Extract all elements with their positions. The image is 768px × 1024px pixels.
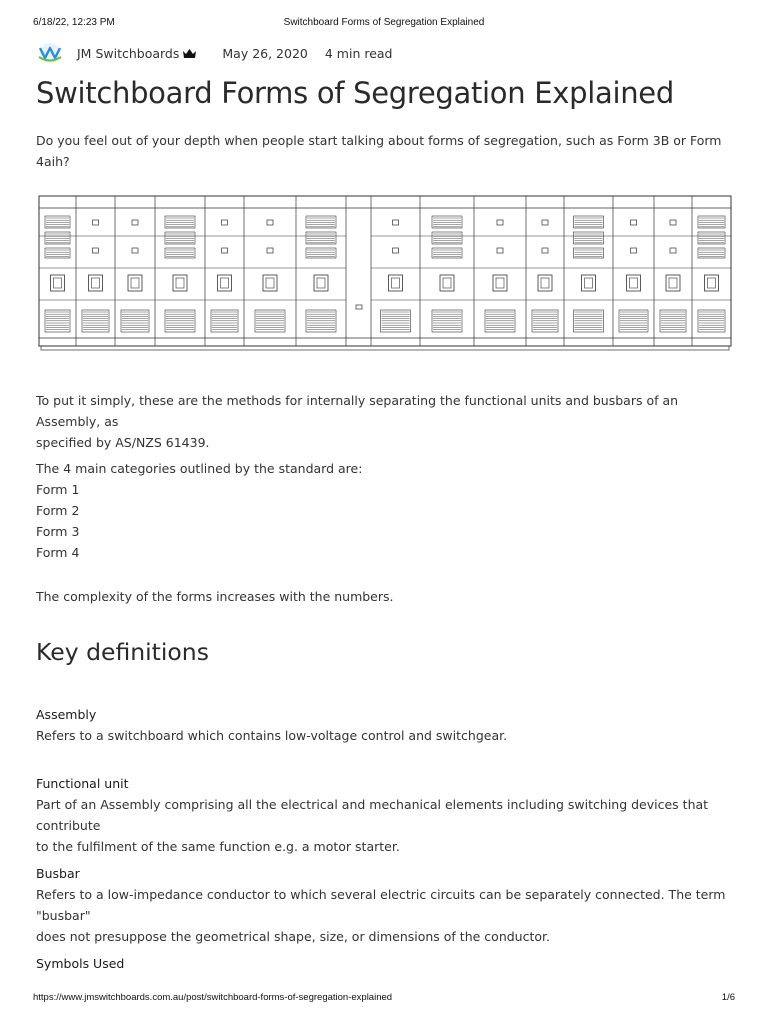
definition-text: to the fulfilment of the same function e.g. a motor starter. bbox=[36, 839, 400, 854]
definition-paragraph bbox=[36, 390, 736, 453]
definition-text: Part of an Assembly comprising all the electrical and mechanical elements including switching devices that contribute bbox=[36, 797, 709, 833]
intro-paragraph: Do you feel out of your depth when people start talking about forms of segregation, such as Form 3B or Form 4aih? bbox=[36, 133, 722, 169]
categories-block bbox=[36, 458, 736, 563]
definition-text: Refers to a low-impedance conductor to which several electric circuits can be separately connected. The term "busbar" bbox=[36, 887, 726, 923]
definition-term: Functional unit bbox=[36, 776, 129, 791]
definition-term: Assembly bbox=[36, 707, 97, 722]
post-meta bbox=[37, 40, 393, 66]
category-item: Form 4 bbox=[36, 545, 80, 560]
plinth bbox=[41, 346, 729, 350]
categories-intro: The 4 main categories outlined by the standard are: bbox=[36, 461, 363, 476]
jm-switchboards-logo-icon[interactable] bbox=[37, 42, 63, 64]
page-number: 1/6 bbox=[721, 992, 735, 1003]
definition-functional-unit bbox=[36, 776, 736, 857]
read-time: 4 min read bbox=[324, 45, 393, 61]
print-header bbox=[33, 17, 735, 31]
crown-icon bbox=[183, 49, 196, 58]
switchboard-elevation-diagram bbox=[38, 194, 732, 352]
print-datetime: 6/18/22, 12:23 PM bbox=[33, 17, 115, 28]
post-date: May 26, 2020 bbox=[222, 45, 308, 61]
category-item: Form 3 bbox=[36, 524, 80, 539]
symbols-heading: Symbols Used bbox=[36, 956, 125, 971]
page-url: https://www.jmswitchboards.com.au/post/switchboard-forms-of-segregation-explained bbox=[33, 992, 393, 1003]
author-name[interactable]: JM Switchboards bbox=[77, 45, 180, 61]
definition-line-1: To put it simply, these are the methods for internally separating the functional units and busbars of an Assembly, as bbox=[36, 393, 679, 429]
category-item: Form 1 bbox=[36, 482, 80, 497]
print-page-title: Switchboard Forms of Segregation Explained bbox=[283, 17, 485, 28]
article-title: Switchboard Forms of Segregation Explained bbox=[36, 76, 674, 110]
definition-term: Busbar bbox=[36, 866, 80, 881]
definition-assembly bbox=[36, 707, 736, 746]
definition-line-2: specified by AS/NZS 61439. bbox=[36, 435, 210, 450]
key-definitions-heading: Key definitions bbox=[36, 638, 209, 666]
category-item: Form 2 bbox=[36, 503, 80, 518]
complexity-paragraph: The complexity of the forms increases with the numbers. bbox=[36, 589, 394, 604]
print-footer bbox=[33, 992, 735, 1006]
definition-text: Refers to a switchboard which contains low-voltage control and switchgear. bbox=[36, 728, 508, 743]
enclosure-outline bbox=[39, 196, 731, 346]
definition-busbar bbox=[36, 866, 736, 947]
definition-text: does not presuppose the geometrical shape, size, or dimensions of the conductor. bbox=[36, 929, 550, 944]
